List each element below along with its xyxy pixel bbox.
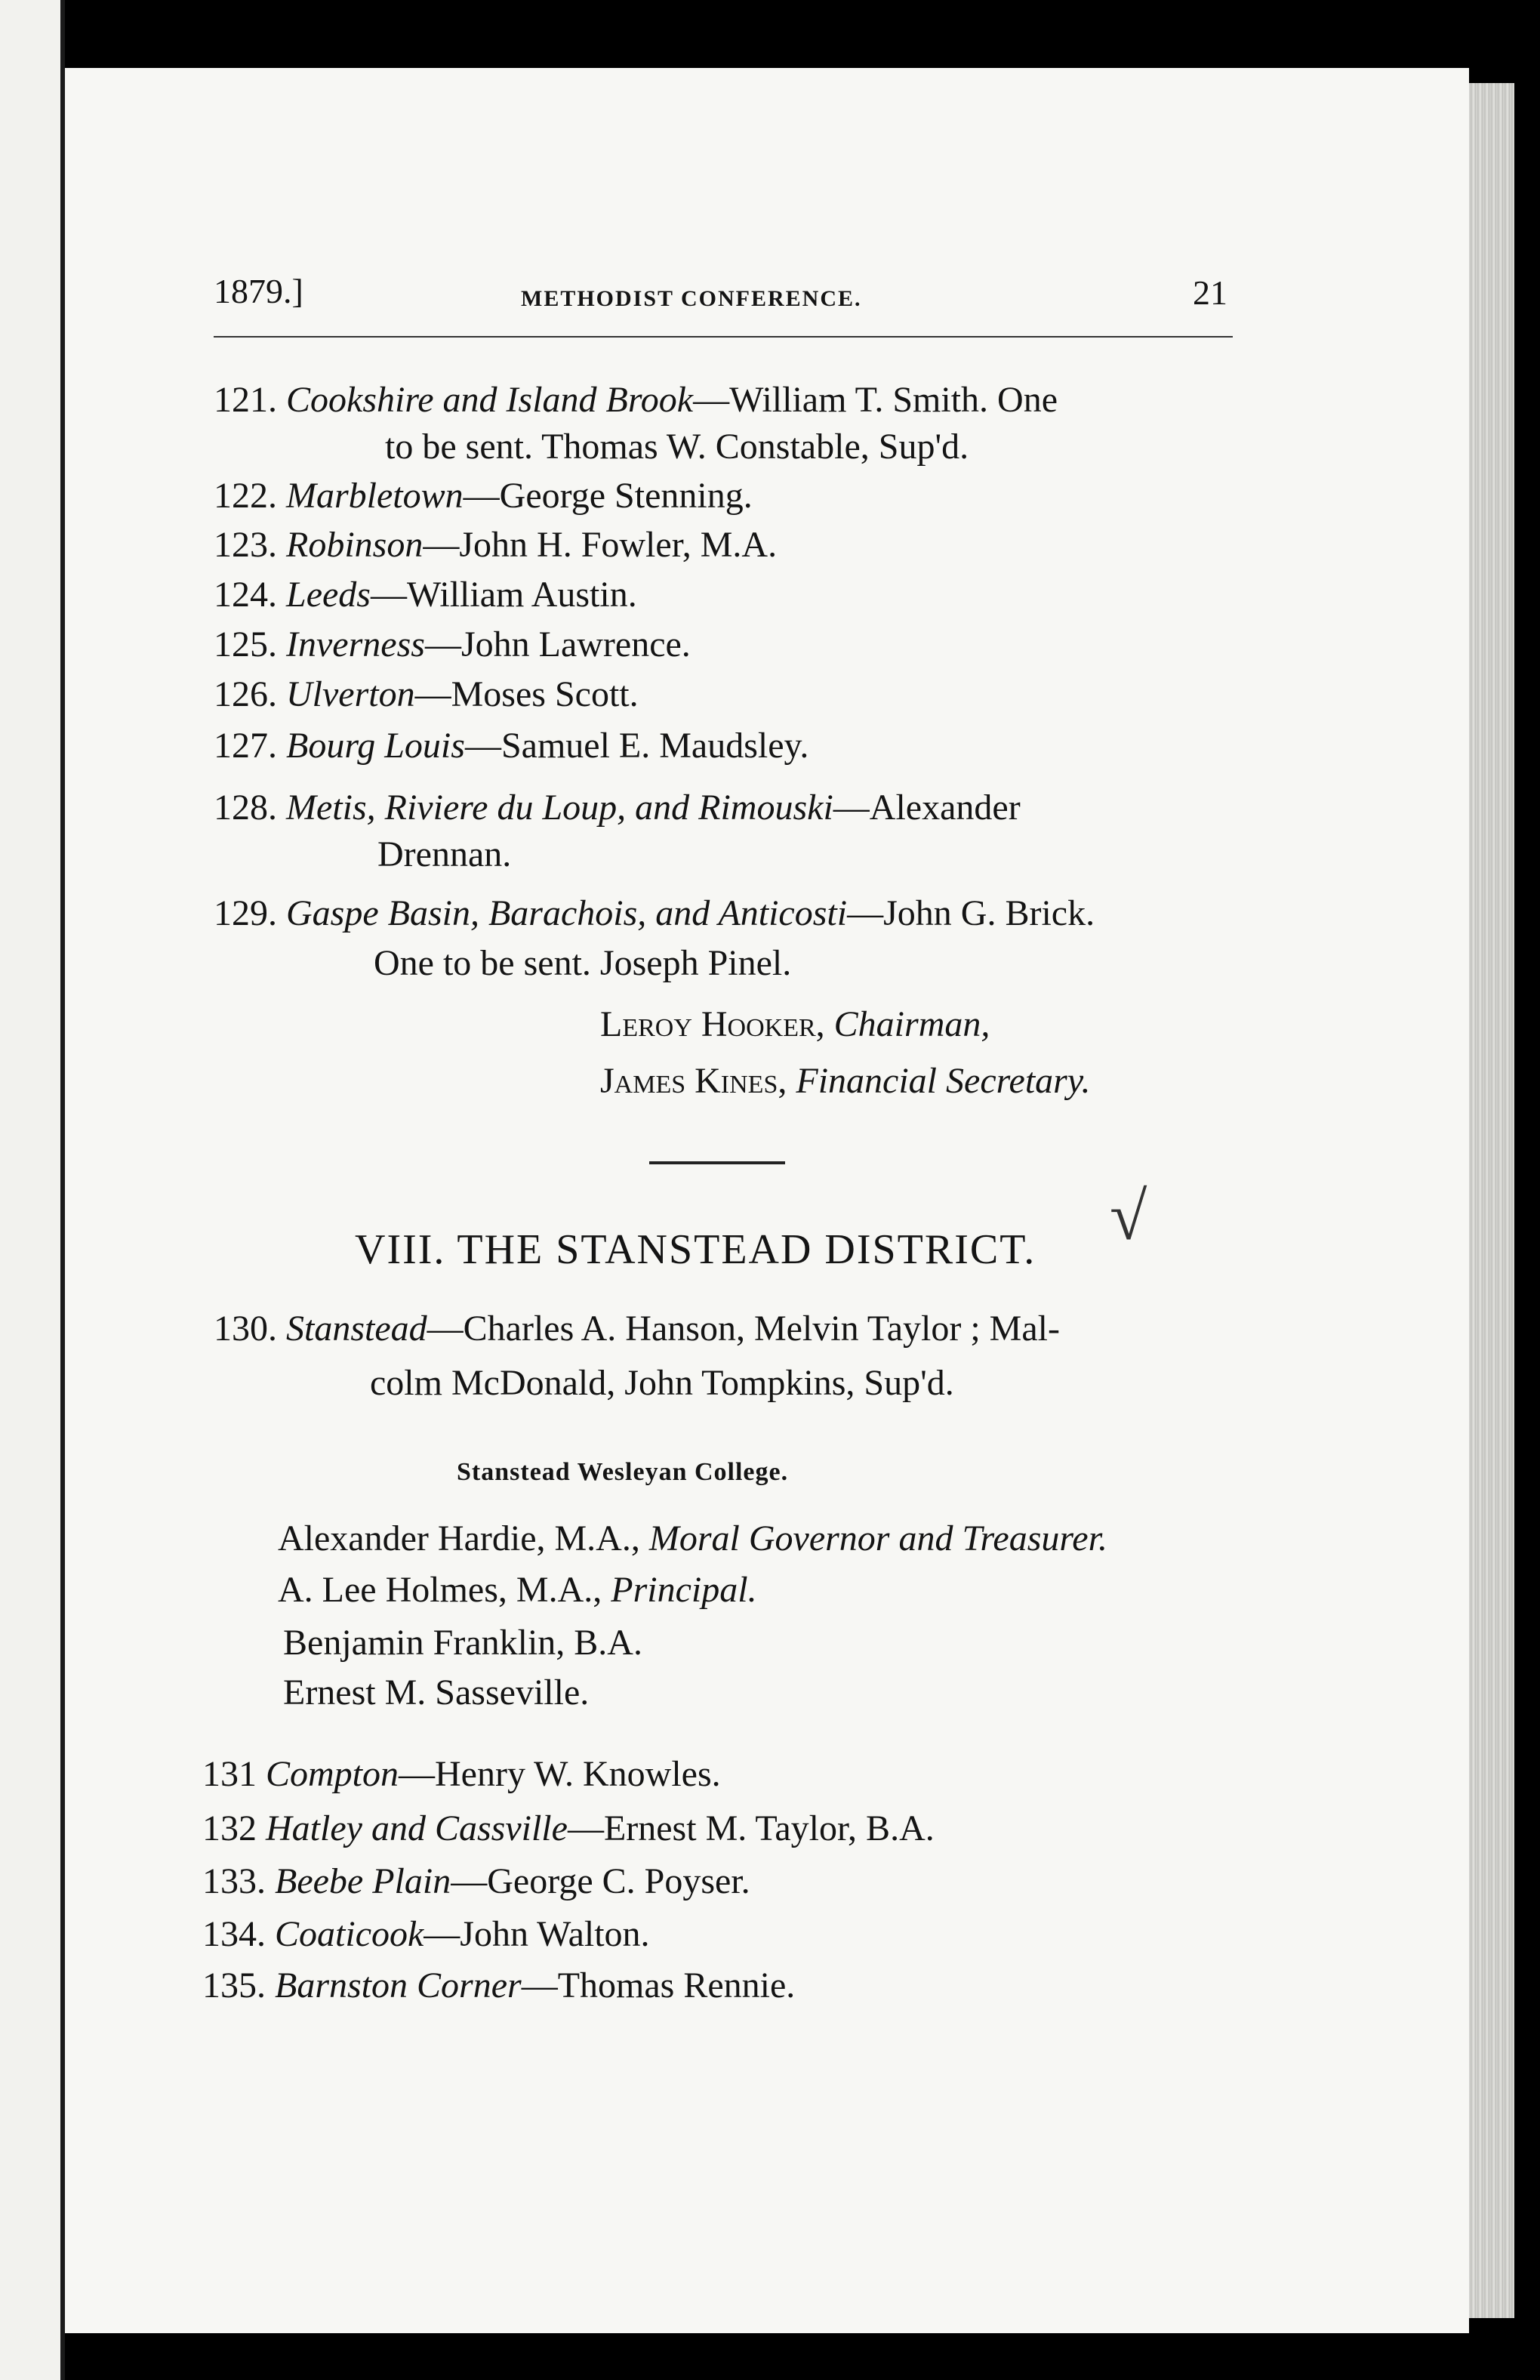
entry-place: Robinson	[286, 525, 424, 565]
entry-place: Cookshire and Island Brook	[286, 380, 694, 420]
header-title: METHODIST CONFERENCE.	[521, 286, 862, 311]
entry-number: 122.	[214, 476, 277, 516]
header-year: 1879.]	[214, 272, 303, 310]
staff-name: Alexander Hardie, M.A.,	[278, 1518, 640, 1558]
entry-number: 125.	[214, 624, 277, 664]
entry-number: 135.	[202, 1965, 266, 2005]
entry-number: 126.	[214, 674, 277, 714]
entry-121-continued: to be sent. Thomas W. Constable, Sup'd.	[385, 427, 969, 467]
entry-appointment: —Moses Scott.	[414, 674, 639, 714]
check-mark-icon: √	[1110, 1179, 1147, 1254]
entry-135	[202, 1963, 795, 2009]
entry-number: 133.	[202, 1861, 266, 1901]
entry-126	[214, 672, 639, 717]
staff-role: Moral Governor and Treasurer.	[648, 1518, 1107, 1558]
signature-role: Chairman,	[833, 1004, 990, 1044]
entry-134	[202, 1912, 650, 1957]
entry-appointment: —Thomas Rennie.	[521, 1965, 796, 2005]
signature-chairman: Leroy Hooker, Chairman,	[600, 1004, 990, 1044]
entry-place: Marbletown	[286, 476, 464, 516]
entry-place: Bourg Louis	[286, 726, 465, 766]
entry-122	[214, 473, 753, 519]
signature-name: Leroy Hooker	[600, 1004, 816, 1044]
section-separator	[649, 1161, 785, 1164]
entry-130	[214, 1306, 1060, 1352]
entry-128-continued: Drennan.	[377, 834, 512, 874]
entry-place: Gaspe Basin, Barachois, and Anticosti	[286, 893, 848, 933]
entry-133	[202, 1859, 750, 1904]
page-number: 21	[1193, 273, 1227, 312]
college-staff-4: Ernest M. Sasseville.	[283, 1672, 590, 1713]
signature-role: Financial Secretary.	[796, 1061, 1091, 1101]
header-rule	[214, 336, 1233, 338]
college-staff-2	[278, 1568, 757, 1613]
entry-124	[214, 572, 637, 618]
entry-130-continued: colm McDonald, John Tompkins, Sup'd.	[370, 1363, 954, 1403]
entry-number: 127.	[214, 726, 277, 766]
signature-secretary: James Kines, Financial Secretary.	[600, 1061, 1091, 1101]
entry-place: Ulverton	[286, 674, 415, 714]
college-staff-3: Benjamin Franklin, B.A.	[283, 1623, 642, 1663]
entry-appointment: —John H. Fowler, M.A.	[423, 525, 778, 565]
district-heading: VIII. THE STANSTEAD DISTRICT.	[355, 1226, 1036, 1273]
entry-129	[214, 891, 1095, 936]
entry-129-continued: One to be sent. Joseph Pinel.	[374, 943, 792, 983]
entry-appointment: —William Austin.	[370, 575, 637, 615]
entry-number: 132	[202, 1808, 257, 1848]
entry-place: Coaticook	[275, 1914, 424, 1954]
entry-128	[214, 785, 1021, 831]
staff-name: A. Lee Holmes, M.A.,	[278, 1570, 602, 1610]
entry-appointment: —Ernest M. Taylor, B.A.	[567, 1808, 935, 1848]
entry-127	[214, 723, 808, 769]
entry-place: Inverness	[286, 624, 425, 664]
entry-131	[202, 1752, 721, 1797]
entry-number: 123.	[214, 525, 277, 565]
entry-appointment: —John Walton.	[424, 1914, 650, 1954]
entry-appointment: —Henry W. Knowles.	[399, 1754, 721, 1794]
college-heading: Stanstead Wesleyan College.	[457, 1458, 789, 1486]
entry-number: 134.	[202, 1914, 266, 1954]
entry-place: Beebe Plain	[275, 1861, 451, 1901]
entry-place: Stanstead	[286, 1309, 427, 1349]
entry-number: 129.	[214, 893, 277, 933]
entry-place: Hatley and Cassville	[266, 1808, 568, 1848]
entry-appointment: —William T. Smith. One	[693, 380, 1058, 420]
entry-place: Compton	[266, 1754, 399, 1794]
entry-121	[214, 378, 1058, 423]
entry-123	[214, 523, 777, 568]
entry-125	[214, 622, 691, 667]
entry-number: 130.	[214, 1309, 277, 1349]
entry-number: 128.	[214, 788, 277, 828]
entry-number: 131	[202, 1754, 257, 1794]
entry-appointment: —John Lawrence.	[424, 624, 691, 664]
entry-appointment: —Charles A. Hanson, Melvin Taylor ; Mal-	[427, 1309, 1060, 1349]
entry-place: Barnston Corner	[275, 1965, 522, 2005]
entry-appointment: —George Stenning.	[463, 476, 753, 516]
entry-appointment: —George C. Poyser.	[451, 1861, 750, 1901]
entry-number: 121.	[214, 380, 277, 420]
entry-appointment: —John G. Brick.	[847, 893, 1095, 933]
entry-132	[202, 1806, 935, 1851]
staff-role: Principal.	[611, 1570, 757, 1610]
college-staff-1	[278, 1516, 1107, 1561]
entry-appointment: —Samuel E. Maudsley.	[464, 726, 809, 766]
entry-place: Leeds	[286, 575, 371, 615]
entry-place: Metis, Riviere du Loup, and Rimouski	[286, 788, 833, 828]
entry-number: 124.	[214, 575, 277, 615]
signature-name: James Kines	[600, 1061, 778, 1101]
entry-appointment: —Alexander	[833, 788, 1021, 828]
